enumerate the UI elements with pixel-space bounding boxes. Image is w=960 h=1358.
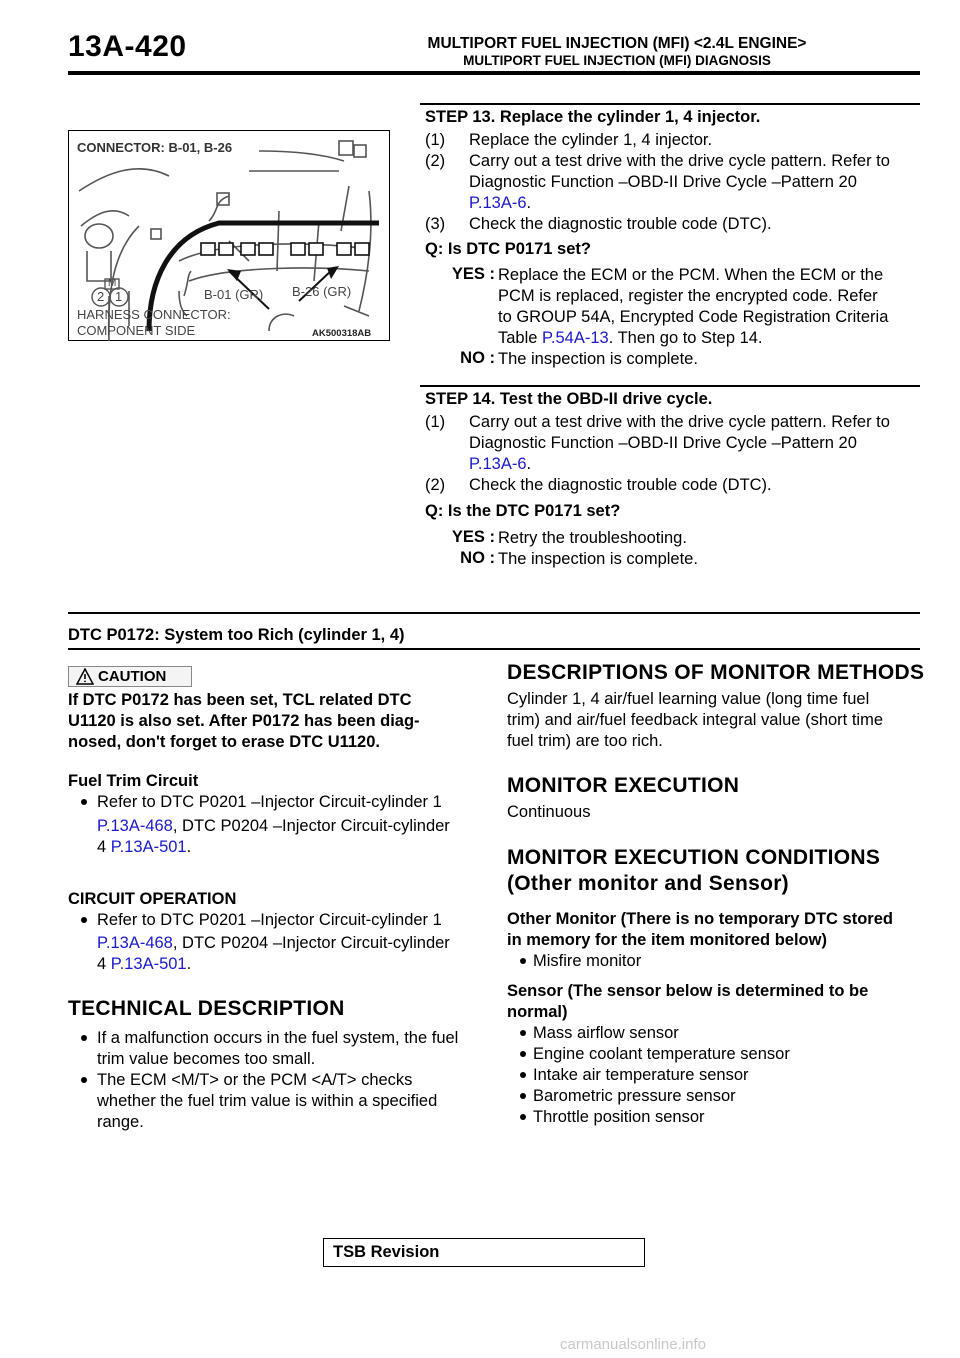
step14-heading: STEP 14. Test the OBD-II drive cycle. bbox=[425, 390, 713, 408]
circuit-op-pre2: 4 bbox=[97, 955, 111, 973]
fuel-trim-mid: , DTC P0204 –Injector Circuit-cylinder bbox=[172, 817, 450, 835]
circuit-op-heading: CIRCUIT OPERATION bbox=[68, 890, 237, 908]
step14-item-1-num: (1) bbox=[425, 413, 446, 431]
warning-triangle-icon bbox=[76, 668, 94, 685]
bullet-dot bbox=[520, 1051, 526, 1057]
figure-harness-label-2: COMPONENT SIDE bbox=[77, 323, 196, 338]
step14-question: Q: Is the DTC P0171 set? bbox=[425, 502, 621, 520]
dtc-rule-top bbox=[68, 612, 920, 614]
step14-item-1-end: . bbox=[526, 455, 532, 473]
figure-harness-label-1: HARNESS CONNECTOR: bbox=[77, 307, 231, 322]
sensor-head-1: Sensor (The sensor below is determined to be bbox=[507, 982, 869, 1000]
other-monitor-head-1: Other Monitor (There is no temporary DTC stored bbox=[507, 910, 893, 928]
sensor-item-3: Intake air temperature sensor bbox=[533, 1066, 749, 1084]
monitor-exec-text: Continuous bbox=[507, 803, 591, 821]
step14-rule bbox=[420, 385, 920, 387]
step13-item-3-num: (3) bbox=[425, 215, 446, 233]
bullet-dot bbox=[520, 1072, 526, 1078]
step13-item-2-end: . bbox=[526, 194, 532, 212]
monitor-cond-heading-2: (Other monitor and Sensor) bbox=[507, 872, 789, 895]
step13-yes-line4 bbox=[498, 328, 763, 349]
step13-question: Q: Is DTC P0171 set? bbox=[425, 240, 591, 258]
connector-figure bbox=[68, 130, 390, 341]
step13-link-p13a6[interactable]: P.13A-6 bbox=[469, 194, 527, 212]
bullet-dot bbox=[520, 1114, 526, 1120]
header-title: MULTIPORT FUEL INJECTION (MFI) <2.4L ENGINE> bbox=[427, 35, 807, 52]
bullet-dot bbox=[520, 1030, 526, 1036]
page-number: 13A-420 bbox=[68, 30, 187, 63]
figure-pin-2: 2 bbox=[97, 289, 105, 304]
tech-desc-heading: TECHNICAL DESCRIPTION bbox=[68, 997, 345, 1020]
step13-item-2-ref bbox=[469, 193, 531, 214]
bullet-dot bbox=[81, 917, 87, 923]
step14-item-1-line1: Carry out a test drive with the drive cycle pattern. Refer to bbox=[469, 413, 890, 431]
sensor-item-2: Engine coolant temperature sensor bbox=[533, 1045, 790, 1063]
fuel-trim-link-p13a501[interactable]: P.13A-501 bbox=[110, 838, 187, 856]
circuit-op-line1: Refer to DTC P0201 –Injector Circuit-cylinder 1 bbox=[97, 911, 442, 929]
fuel-trim-line3 bbox=[97, 837, 191, 858]
step14-yes-text: Retry the troubleshooting. bbox=[498, 529, 687, 547]
step13-item-1-text: Replace the cylinder 1, 4 injector. bbox=[469, 131, 713, 149]
step13-yes-label: YES : bbox=[451, 265, 495, 283]
monitor-cond-heading-1: MONITOR EXECUTION CONDITIONS bbox=[507, 846, 881, 869]
fuel-trim-heading: Fuel Trim Circuit bbox=[68, 772, 199, 790]
bullet-dot bbox=[81, 1035, 87, 1041]
step13-heading: STEP 13. Replace the cylinder 1, 4 injector. bbox=[425, 108, 761, 126]
sensor-head-2: normal) bbox=[507, 1003, 568, 1021]
circuit-op-line3 bbox=[97, 954, 191, 975]
step13-link-p54a13[interactable]: P.54A-13 bbox=[542, 329, 609, 347]
fuel-trim-link-p13a468[interactable]: P.13A-468 bbox=[97, 817, 173, 835]
monitor-exec-heading: MONITOR EXECUTION bbox=[507, 774, 740, 797]
step14-item-2-num: (2) bbox=[425, 476, 446, 494]
step13-yes-post: . Then go to Step 14. bbox=[608, 329, 763, 347]
dtc-title: DTC P0172: System too Rich (cylinder 1, 4) bbox=[68, 626, 405, 644]
circuit-op-mid: , DTC P0204 –Injector Circuit-cylinder bbox=[172, 934, 450, 952]
circuit-op-link-p13a501[interactable]: P.13A-501 bbox=[110, 955, 187, 973]
step14-item-1-ref bbox=[469, 454, 531, 475]
tech-desc-b2-line2: whether the fuel trim value is within a specified bbox=[97, 1092, 438, 1110]
sensor-item-4: Barometric pressure sensor bbox=[533, 1087, 736, 1105]
figure-pin-1: 1 bbox=[115, 289, 123, 304]
step13-item-2-line2: Diagnostic Function –OBD-II Drive Cycle –Pattern 20 bbox=[469, 173, 857, 191]
dtc-rule-bottom bbox=[68, 648, 920, 650]
fuel-trim-line1: Refer to DTC P0201 –Injector Circuit-cylinder 1 bbox=[97, 793, 442, 811]
monitor-methods-heading: DESCRIPTIONS OF MONITOR METHODS bbox=[507, 661, 925, 684]
step13-item-2-num: (2) bbox=[425, 152, 446, 170]
figure-connector-label: CONNECTOR: B-01, B-26 bbox=[77, 140, 233, 155]
sensor-item-5: Throttle position sensor bbox=[533, 1108, 705, 1126]
header-rule bbox=[68, 71, 920, 75]
bullet-dot bbox=[520, 1093, 526, 1099]
fuel-trim-line2 bbox=[97, 816, 450, 837]
bullet-dot bbox=[81, 799, 87, 805]
watermark: carmanualsonline.info bbox=[560, 1336, 706, 1353]
fuel-trim-pre2: 4 bbox=[97, 838, 111, 856]
tsb-revision-label: TSB Revision bbox=[333, 1243, 440, 1261]
caution-line-1: If DTC P0172 has been set, TCL related DTC bbox=[68, 691, 412, 709]
fuel-trim-end: . bbox=[186, 838, 192, 856]
circuit-op-line2 bbox=[97, 933, 450, 954]
figure-code: AK500318AB bbox=[312, 328, 372, 339]
tech-desc-b1-line2: trim value becomes too small. bbox=[97, 1050, 316, 1068]
caution-line-3: nosed, don't forget to erase DTC U1120. bbox=[68, 733, 380, 751]
step13-rule bbox=[420, 103, 920, 105]
step14-link-p13a6[interactable]: P.13A-6 bbox=[469, 455, 527, 473]
step14-no-label: NO : bbox=[460, 549, 495, 567]
monitor-methods-line2: trim) and air/fuel feedback integral value (short time bbox=[507, 711, 884, 729]
monitor-methods-line3: fuel trim) are too rich. bbox=[507, 732, 663, 750]
step13-no-text: The inspection is complete. bbox=[498, 350, 698, 368]
figure-b01-label: B-01 (GR) bbox=[204, 287, 264, 302]
step13-item-3-text: Check the diagnostic trouble code (DTC). bbox=[469, 215, 772, 233]
step14-item-1-line2: Diagnostic Function –OBD-II Drive Cycle –Pattern 20 bbox=[469, 434, 857, 452]
header-subtitle: MULTIPORT FUEL INJECTION (MFI) DIAGNOSIS bbox=[463, 53, 771, 68]
bullet-dot bbox=[520, 958, 526, 964]
monitor-methods-line1: Cylinder 1, 4 air/fuel learning value (long time fuel bbox=[507, 690, 870, 708]
step13-no-label: NO : bbox=[460, 349, 495, 367]
step13-item-1-num: (1) bbox=[425, 131, 446, 149]
step13-yes-line2: PCM is replaced, register the encrypted code. Refer bbox=[498, 287, 878, 305]
circuit-op-link-p13a468[interactable]: P.13A-468 bbox=[97, 934, 173, 952]
tech-desc-b1-line1: If a malfunction occurs in the fuel system, the fuel bbox=[97, 1029, 459, 1047]
step13-item-2-line1: Carry out a test drive with the drive cycle pattern. Refer to bbox=[469, 152, 890, 170]
circuit-op-end: . bbox=[186, 955, 192, 973]
step13-yes-table: Table bbox=[498, 329, 543, 347]
step14-no-text: The inspection is complete. bbox=[498, 550, 698, 568]
other-monitor-item-1: Misfire monitor bbox=[533, 952, 642, 970]
caution-line-2: U1120 is also set. After P0172 has been diag- bbox=[68, 712, 420, 730]
figure-m-label: M bbox=[108, 278, 117, 289]
step14-item-2-text: Check the diagnostic trouble code (DTC). bbox=[469, 476, 772, 494]
figure-b26-label: B-26 (GR) bbox=[292, 284, 352, 299]
step13-yes-line1: Replace the ECM or the PCM. When the ECM or the bbox=[498, 266, 884, 284]
tech-desc-b2-line3: range. bbox=[97, 1113, 144, 1131]
tech-desc-b2-line1: The ECM <M/T> or the PCM <A/T> checks bbox=[97, 1071, 413, 1089]
step14-yes-label: YES : bbox=[451, 528, 495, 546]
step13-yes-line3: to GROUP 54A, Encrypted Code Registration Criteria bbox=[498, 308, 889, 326]
bullet-dot bbox=[81, 1077, 87, 1083]
sensor-item-1: Mass airflow sensor bbox=[533, 1024, 679, 1042]
other-monitor-head-2: in memory for the item monitored below) bbox=[507, 931, 827, 949]
caution-label: CAUTION bbox=[98, 668, 167, 685]
